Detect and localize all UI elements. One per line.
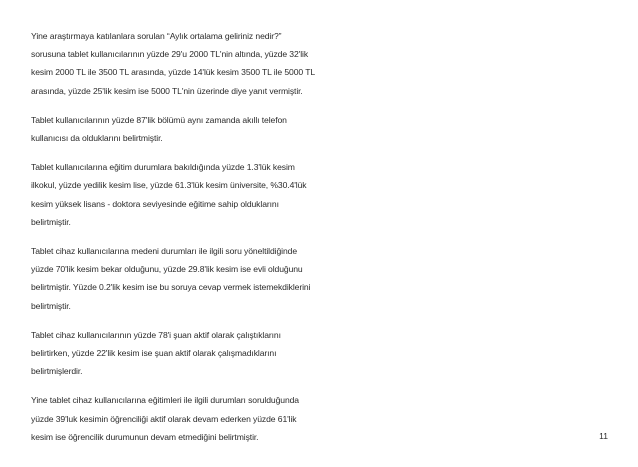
page-number: 11 xyxy=(599,431,608,441)
paragraph-smartphone: Tablet kullanıcılarının yüzde 87'lik bölümü aynı zamanda akıllı telefon kullanıcısı da olduklarını belirtmiştir. xyxy=(31,114,287,144)
paragraph-income: Yine araştırmaya katılanlara sorulan “Aylık ortalama geliriniz nedir?” sorusuna tablet kullanıcılarının yüzde 29'u 2000 TL'nin altında, yüzde 32'lik kesim 2000 TL ile 3500 TL arasında, yüzde 14'lük kesim 3500 TL ile 5000 TL arasında, yüzde 25'lik kesim ise 5000 TL'nin üzerinde diye yanıt vermiştir. xyxy=(31,31,315,96)
body-text xyxy=(31,27,316,457)
paragraph-employment: Tablet cihaz kullanıcılarının yüzde 78'i şuan aktif olarak çalıştıklarını belirtirken, yüzde 22'lik kesim ise şuan aktif olarak çalışmadıklarını belirtmişlerdir. xyxy=(31,329,281,377)
paragraph-marital-status: Tablet cihaz kullanıcılarına medeni durumları ile ilgili soru yöneltildiğinde yüzde 70'lik kesim bekar olduğunu, yüzde 29.8'lik kesim ise evli olduğunu belirtmiştir. Yüzde 0.2'lik kesim ise bu soruya cevap vermek istemekdiklerini belirtmiştir. xyxy=(31,246,311,311)
paragraph-education: Tablet kullanıcılarına eğitim durumlara bakıldığında yüzde 1.3'lük kesim ilkokul, yüzde yedilik kesim lise, yüzde 61.3'lük kesim üniversite, %30.4'lük kesim yüksek lisans - doktora seviyesinde eğitime sahip olduklarını belirtmiştir. xyxy=(31,162,307,227)
paragraph-student-status: Yine tablet cihaz kullanıcılarına eğitimleri ile ilgili durumları sorulduğunda yüzde 39'luk kesimin öğrenciliği aktif olarak devam ederken yüzde 61'lik kesim ise öğrencilik durumunun devam etmediğini belirtmiştir. xyxy=(31,395,299,442)
